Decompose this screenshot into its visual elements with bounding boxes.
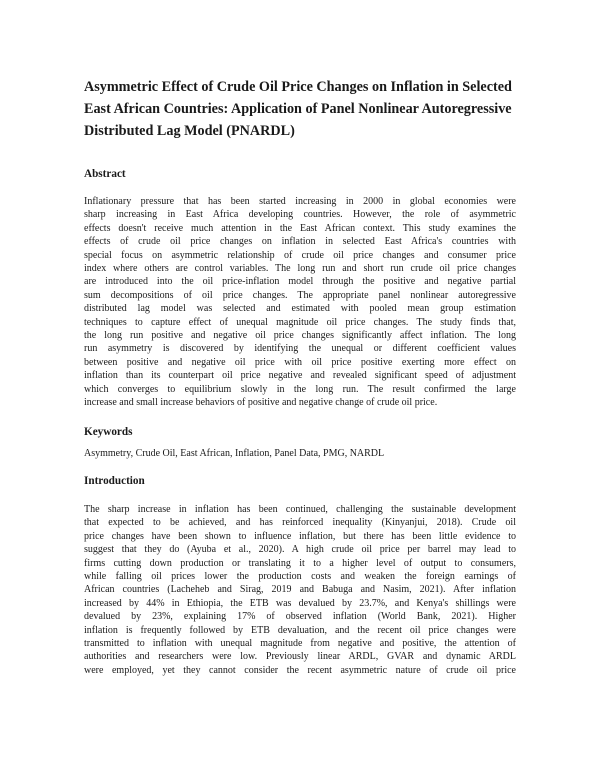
abstract-heading: Abstract [84,168,126,180]
introduction-body [84,503,516,677]
text-line: are introduced into the oil price-inflation model through the positive and negative partial [84,276,516,288]
text-line: transmitted to inflation with unequal magnitude from negative and positive, the attention of [84,638,516,650]
text-line: distributed lag model was selected and estimated with pooled mean group estimation [84,303,516,315]
abstract-body [84,195,516,410]
text-line: increase and small increase behaviors of positive and negative change of crude oil price. [84,397,438,409]
text-line: while falling oil prices lower the production costs and weaken the foreign earnings of [84,571,516,583]
text-line: effects doesn't receive much attention in the East African context. This study examines the [84,222,516,234]
text-line: authorities and researchers were low. Previously linear ARDL, GVAR and dynamic ARDL [84,651,516,663]
text-line: index where others are control variables. The long run and short run crude oil price changes [84,263,516,275]
title-line: East African Countries: Application of Panel Nonlinear Autoregressive [84,101,512,117]
text-line: run asymmetry is discovered by identifying the unequal or different coefficient values [84,343,516,355]
introduction-heading: Introduction [84,475,145,487]
keywords-heading: Keywords [84,426,133,438]
text-line: between positive and negative oil price with oil price positive exerting more effect on [84,356,516,368]
text-line: suggest that they do (Ayuba et al., 2020). A high crude oil price per barrel may lead to [84,544,516,556]
text-line: sum decompositions of oil price changes. The appropriate panel nonlinear autoregressive [84,289,516,301]
text-line: The sharp increase in inflation has been continued, challenging the sustainable development [84,504,516,515]
keywords-text: Asymmetry, Crude Oil, East African, Inflation, Panel Data, PMG, NARDL [84,448,385,459]
text-line: that expected to be achieved, and has reinforced inequality (Kinyanjui, 2018). Crude oil [84,517,516,529]
text-line: Inflationary pressure that has been started increasing in 2000 in global economies were [84,196,516,207]
text-line: increased by 44% in Ethiopia, the ETB was devalued by 23.7%, and Kenya's shillings were [84,597,516,609]
text-line: firms cutting down production or translating it to a higher level of output to consumers, [84,557,516,569]
text-line: the long run positive and negative oil price changes significantly affect inflation. The long [84,330,516,342]
text-line: inflation than its counterpart oil price negative and revealed significant speed of adjustment [84,370,516,382]
title-line: Asymmetric Effect of Crude Oil Price Changes on Inflation in Selected [84,79,512,95]
text-line: special focus on asymmetric relationship of crude oil price changes and consumer price [84,249,516,261]
text-line: techniques to capture effect of unequal magnitude oil price changes. The study finds that, [84,316,516,328]
text-line: inflation is frequently followed by ETB devaluation, and the recent oil price changes were [84,624,516,636]
text-line: African countries (Lacheheb and Sirag, 2019 and Babuga and Nasim, 2021). After inflation [84,584,516,596]
text-line: sharp increasing in East Africa developing countries. However, the role of asymmetric [84,209,516,221]
text-line: which converges to equilibrium slowly in the long run. The result confirmed the large [84,383,516,395]
paper-title [84,76,524,142]
text-line: devalued by 23%, explaining 17% of observed inflation (World Bank, 2021). Higher [84,611,516,623]
text-line: effects of crude oil price changes on inflation in selected East Africa's countries with [84,236,516,248]
text-line: price changes have been shown to influence inflation, but there has been little evidence to [84,530,516,542]
text-line: were employed, yet they cannot consider the recent asymmetric nature of crude oil price [84,664,516,676]
title-line: Distributed Lag Model (PNARDL) [84,123,295,139]
